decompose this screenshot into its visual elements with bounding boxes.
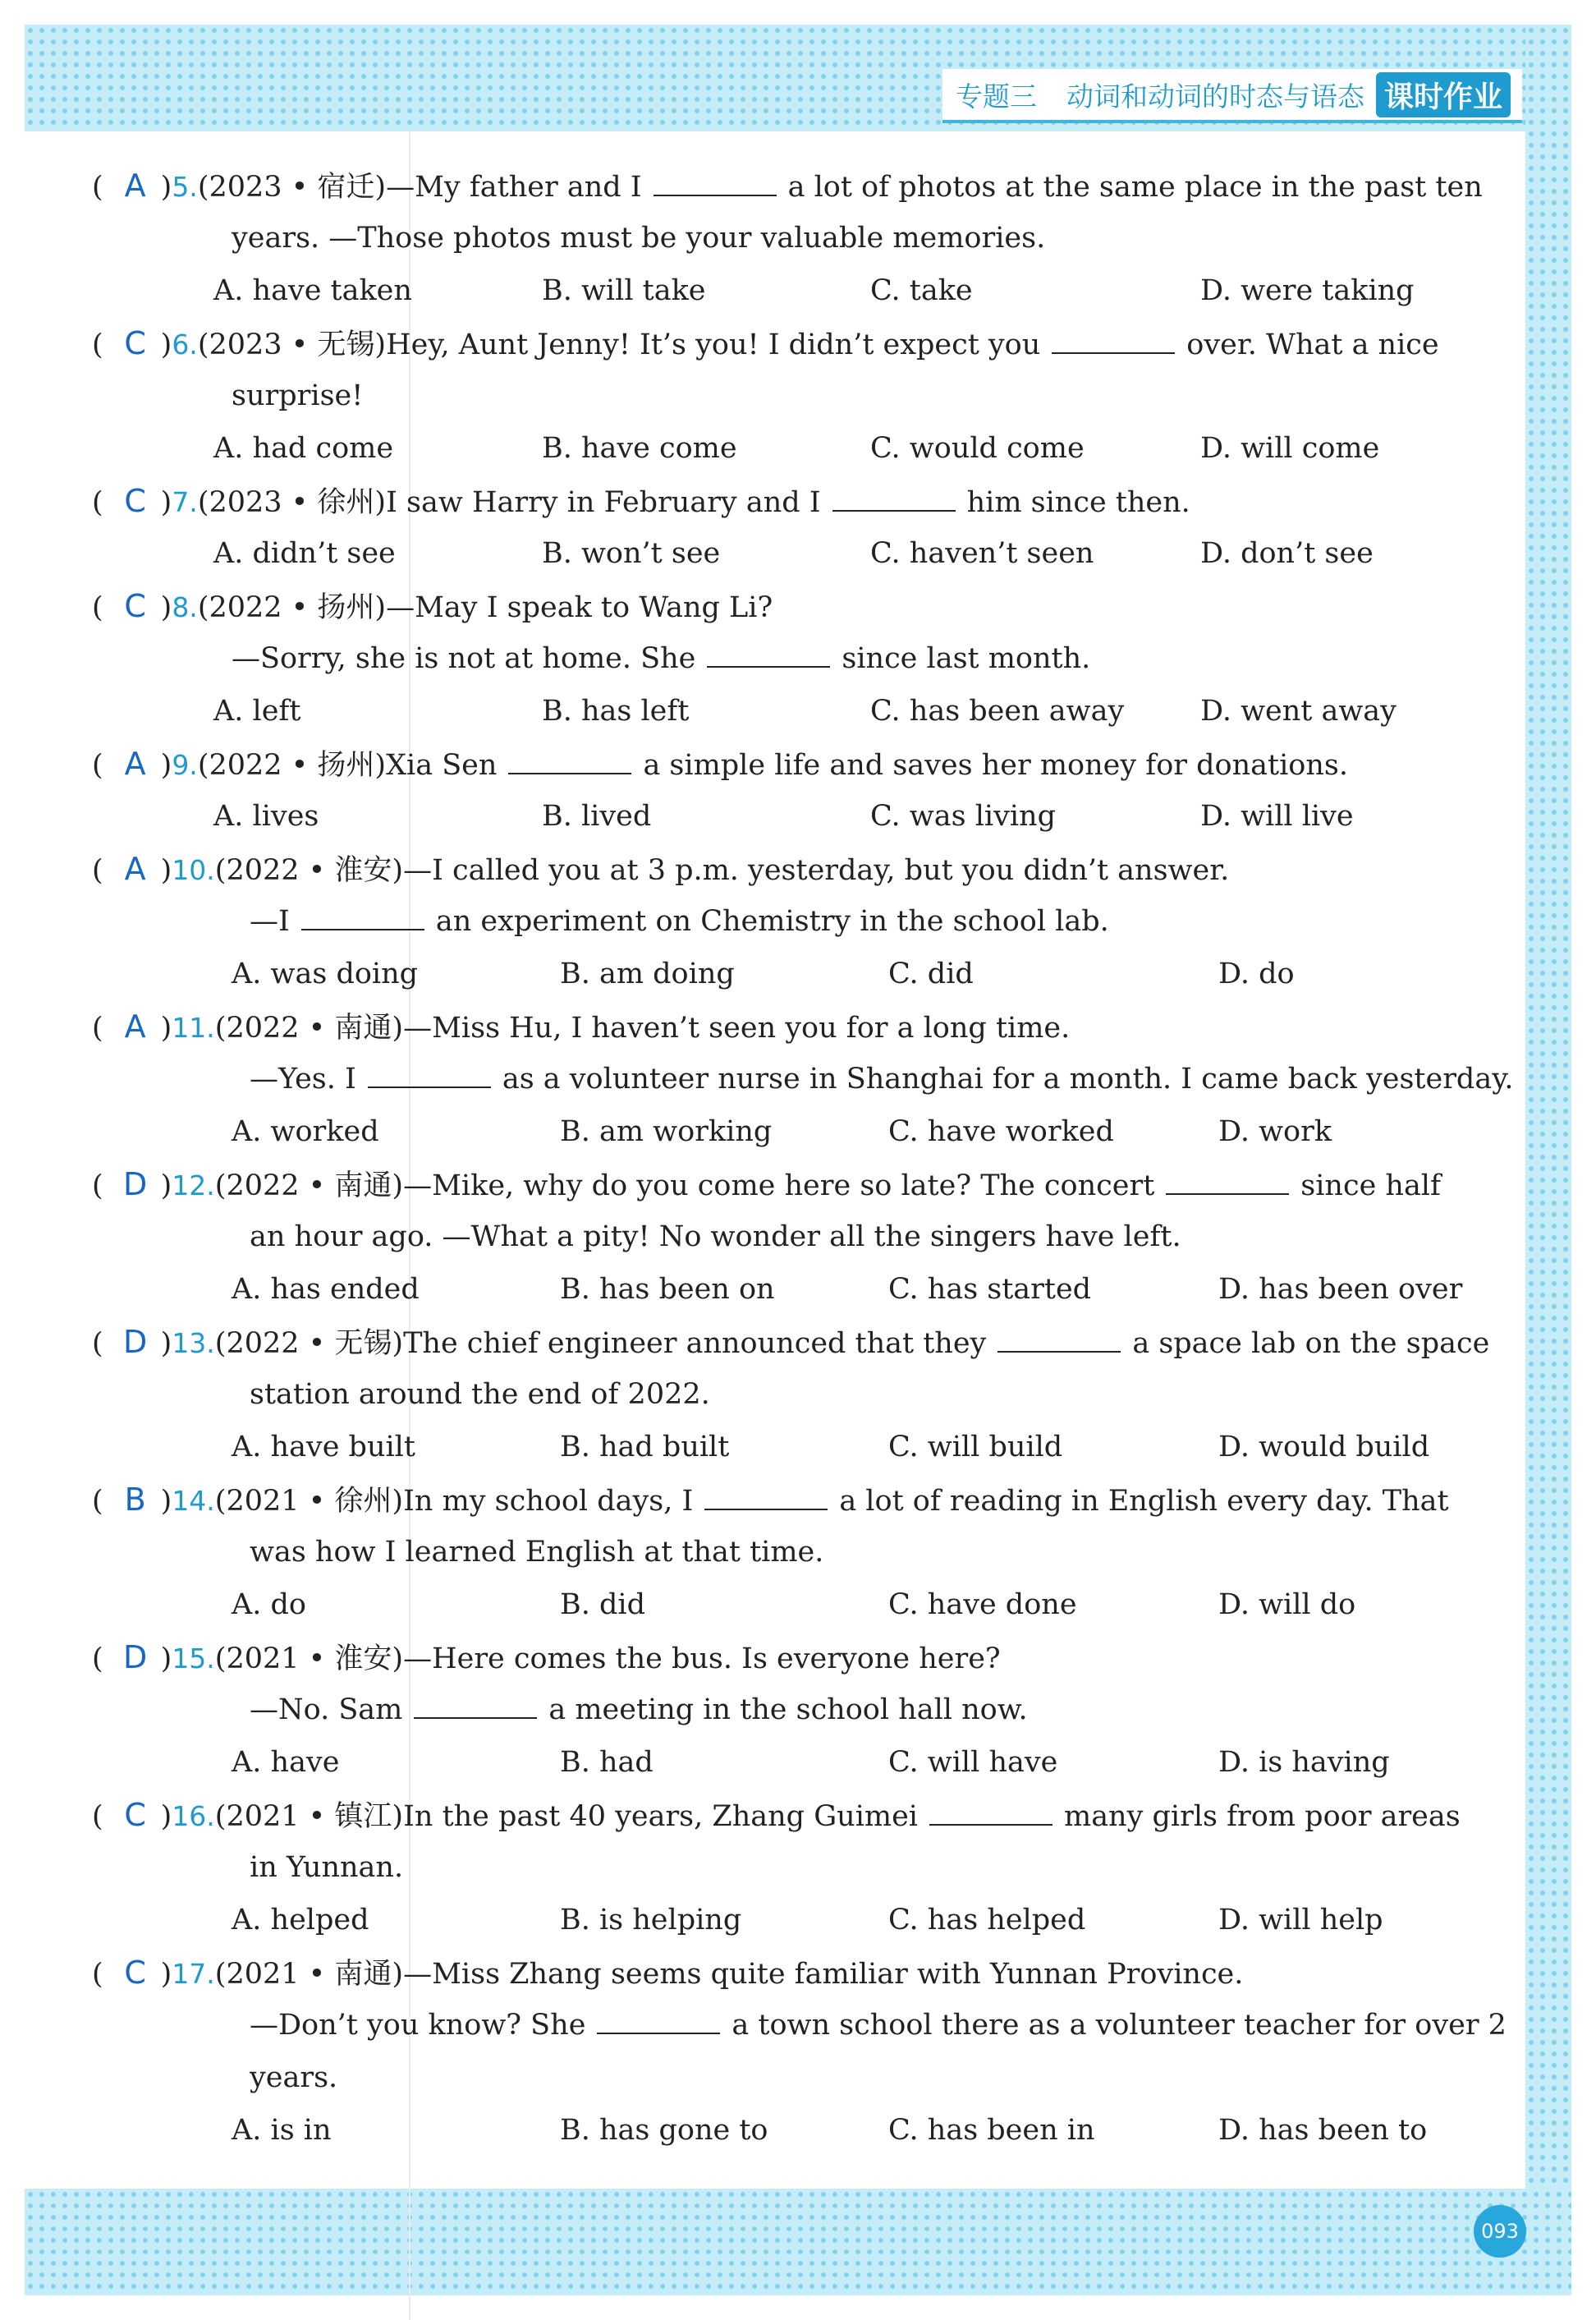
option-a[interactable]: A. is in: [232, 2114, 332, 2147]
option-d[interactable]: D. do: [1218, 958, 1295, 990]
question-text-after: since half: [1300, 1169, 1441, 1202]
option-d[interactable]: D. would build: [1218, 1431, 1430, 1463]
question-item: [92, 1000, 1514, 1158]
right-dot-band: [1525, 25, 1571, 2295]
option-b[interactable]: B. am doing: [560, 958, 735, 990]
option-b[interactable]: B. am working: [560, 1115, 773, 1148]
paren-close: ): [160, 171, 172, 204]
question-source: (2022 • 南通): [214, 1012, 404, 1045]
option-b[interactable]: B. did: [560, 1588, 645, 1621]
option-b[interactable]: B. had: [560, 1746, 654, 1779]
options-row: [92, 422, 1504, 475]
option-b[interactable]: B. lived: [542, 800, 652, 833]
answer-mark: A: [124, 746, 146, 782]
question-number: 13.: [172, 1327, 215, 1359]
paren-open: (: [92, 854, 103, 887]
question-source: (2023 • 无锡): [197, 328, 387, 361]
question-continuation: [92, 370, 1504, 422]
answer-blank[interactable]: [929, 1799, 1053, 1826]
question-line: [92, 1789, 1504, 1841]
option-a[interactable]: A. was doing: [232, 958, 419, 990]
answer-mark: A: [124, 851, 146, 887]
option-a[interactable]: A. worked: [232, 1115, 379, 1148]
question-text: —Miss Zhang seems quite familiar with Yunnan Province.: [403, 1958, 1244, 1991]
continuation-text: in Yunnan.: [250, 1851, 404, 1884]
option-a[interactable]: A. have taken: [213, 274, 412, 307]
question-line: [92, 1158, 1504, 1211]
answer-blank[interactable]: [654, 170, 777, 196]
question-item: [92, 1158, 1504, 1316]
option-c[interactable]: C. take: [870, 274, 973, 307]
question-text: The chief engineer announced that they: [403, 1327, 987, 1360]
question-number: 12.: [172, 1169, 215, 1201]
question-source: (2022 • 无锡): [214, 1327, 404, 1360]
option-b[interactable]: B. won’t see: [542, 537, 721, 570]
question-source: (2021 • 淮安): [214, 1642, 404, 1675]
paren-close: ): [160, 486, 172, 519]
dialogue-text: —Yes. I: [250, 1063, 356, 1096]
answer-mark: D: [123, 1639, 148, 1675]
option-c[interactable]: C. has been away: [870, 695, 1125, 728]
question-line: [92, 475, 1504, 527]
question-item: [92, 580, 1504, 737]
question-text-after: a space lab on the space: [1132, 1327, 1490, 1360]
options-row: [92, 1578, 1504, 1631]
paren-close: ): [160, 1800, 172, 1833]
paren-close: ): [160, 749, 172, 782]
question-text: I saw Harry in February and I: [386, 486, 821, 519]
paren-close: ): [160, 1327, 172, 1360]
question-line: [92, 317, 1504, 370]
option-c[interactable]: C. has helped: [888, 1904, 1086, 1936]
paren-open: (: [92, 1800, 103, 1833]
question-number: 10.: [172, 854, 215, 886]
question-source: (2023 • 宿迁): [197, 171, 387, 204]
options-row: [92, 1736, 1504, 1789]
answer-mark: C: [124, 588, 146, 624]
answer-mark: A: [124, 1008, 146, 1045]
dialogue-text-after: a meeting in the school hall now.: [548, 1693, 1028, 1726]
option-c[interactable]: C. haven’t seen: [870, 537, 1094, 570]
option-d[interactable]: D. were taking: [1200, 274, 1415, 307]
question-item: [92, 737, 1504, 843]
dialogue-text: —No. Sam: [250, 1693, 403, 1726]
answer-mark: C: [124, 325, 146, 361]
answer-blank[interactable]: [1166, 1169, 1289, 1195]
question-number: 11.: [172, 1012, 215, 1044]
paren-close: ): [160, 591, 172, 624]
question-source: (2022 • 扬州): [197, 749, 387, 782]
option-d[interactable]: D. don’t see: [1200, 537, 1374, 570]
question-text: In the past 40 years, Zhang Guimei: [403, 1800, 918, 1833]
paren-open: (: [92, 1169, 103, 1202]
question-line: [92, 843, 1504, 895]
question-item: [92, 475, 1504, 580]
option-b[interactable]: B. has gone to: [560, 2114, 768, 2147]
continuation-text: years.: [250, 2061, 338, 2094]
option-c[interactable]: C. would come: [870, 432, 1085, 465]
option-d[interactable]: D. has been over: [1218, 1273, 1463, 1306]
answer-blank[interactable]: [508, 748, 631, 774]
option-a[interactable]: A. helped: [232, 1904, 369, 1936]
dialogue-line: [92, 1053, 1514, 1105]
dialogue-text-after: since last month.: [842, 642, 1091, 675]
dialogue-text: —Don’t you know? She: [250, 2009, 586, 2042]
question-continuation: [92, 1368, 1504, 1421]
answer-mark: C: [124, 1955, 146, 1991]
question-item: [92, 843, 1504, 1000]
question-item: [92, 159, 1504, 317]
answer-mark: C: [124, 483, 146, 519]
question-list: [92, 159, 1514, 2157]
question-text: —Here comes the bus. Is everyone here?: [403, 1642, 1001, 1675]
option-d[interactable]: D. work: [1218, 1115, 1332, 1148]
option-b[interactable]: B. is helping: [560, 1904, 742, 1936]
question-source: (2021 • 镇江): [214, 1800, 404, 1833]
option-a[interactable]: A. have: [232, 1746, 340, 1779]
answer-blank[interactable]: [414, 1693, 537, 1719]
paren-close: ): [160, 1485, 172, 1518]
dialogue-line: [92, 895, 1504, 948]
continuation-text: was how I learned English at that time.: [250, 1536, 824, 1569]
question-line: [92, 1000, 1504, 1053]
question-text-after: many girls from poor areas: [1064, 1800, 1461, 1833]
option-a[interactable]: A. do: [232, 1588, 307, 1621]
option-c[interactable]: C. has started: [888, 1273, 1092, 1306]
options-row: [92, 685, 1504, 737]
paren-open: (: [92, 591, 103, 624]
question-continuation: [92, 1211, 1504, 1263]
question-item: [92, 317, 1504, 475]
question-line: [92, 580, 1504, 632]
question-text: —May I speak to Wang Li?: [386, 591, 773, 624]
question-text-after: a lot of reading in English every day. That: [839, 1485, 1449, 1518]
option-b[interactable]: B. will take: [542, 274, 706, 307]
question-item: [92, 1316, 1504, 1473]
options-row: [92, 2104, 1504, 2157]
paren-close: ): [160, 1169, 172, 1202]
option-d[interactable]: D. is having: [1218, 1746, 1390, 1779]
option-a[interactable]: A. have built: [232, 1431, 415, 1463]
question-number: 14.: [172, 1485, 215, 1517]
question-line: [92, 737, 1504, 790]
question-line: [92, 1946, 1504, 1999]
option-d[interactable]: D. went away: [1200, 695, 1396, 728]
question-number: 17.: [172, 1958, 215, 1990]
question-number: 5.: [172, 171, 198, 203]
paren-open: (: [92, 1958, 103, 1991]
options-row: [92, 264, 1504, 317]
options-row: [92, 527, 1504, 580]
continuation-text: years. —Those photos must be your valuable memories.: [232, 222, 1046, 255]
question-item: [92, 1631, 1504, 1789]
answer-blank[interactable]: [704, 1484, 828, 1510]
dialogue-text-after: an experiment on Chemistry in the school lab.: [435, 905, 1109, 938]
question-source: (2023 • 徐州): [197, 486, 387, 519]
answer-blank[interactable]: [1052, 328, 1175, 354]
option-c[interactable]: C. did: [888, 958, 974, 990]
options-row: [92, 948, 1504, 1000]
paren-open: (: [92, 171, 103, 204]
option-b[interactable]: B. has left: [542, 695, 690, 728]
paren-open: (: [92, 486, 103, 519]
header-title: 动词和动词的时态与语态: [1066, 80, 1364, 113]
page-header: [942, 69, 1522, 123]
question-line: [92, 1631, 1504, 1684]
answer-mark: C: [124, 1797, 146, 1833]
answer-blank[interactable]: [707, 641, 830, 668]
question-item: [92, 1473, 1504, 1631]
paren-close: ): [160, 1958, 172, 1991]
option-b[interactable]: B. had built: [560, 1431, 730, 1463]
continuation-text: surprise!: [232, 379, 364, 412]
dialogue-line: [92, 632, 1504, 685]
question-text: —Miss Hu, I haven’t seen you for a long time.: [403, 1012, 1071, 1045]
continuation-text: an hour ago. —What a pity! No wonder all the singers have left.: [250, 1220, 1181, 1253]
option-d[interactable]: D. will do: [1218, 1588, 1356, 1621]
question-number: 7.: [172, 486, 198, 518]
question-continuation: [92, 212, 1504, 264]
answer-mark: D: [123, 1166, 148, 1202]
option-d[interactable]: D. will live: [1200, 800, 1354, 833]
answer-mark: D: [123, 1324, 148, 1360]
question-text: —Mike, why do you come here so late? The concert: [403, 1169, 1155, 1202]
option-a[interactable]: A. had come: [213, 432, 394, 465]
option-c[interactable]: C. has been in: [888, 2114, 1095, 2147]
question-source: (2021 • 徐州): [214, 1485, 404, 1518]
question-number: 15.: [172, 1642, 215, 1675]
question-continuation: [92, 2051, 1504, 2104]
header-topic: 专题三: [955, 80, 1037, 113]
option-b[interactable]: B. has been on: [560, 1273, 775, 1306]
options-row: [92, 1263, 1504, 1316]
question-source: (2022 • 南通): [214, 1169, 404, 1202]
question-number: 8.: [172, 591, 198, 623]
paren-open: (: [92, 1642, 103, 1675]
option-c[interactable]: C. will have: [888, 1746, 1058, 1779]
dialogue-text-after: as a volunteer nurse in Shanghai for a month. I came back yesterday.: [502, 1063, 1514, 1096]
question-number: 6.: [172, 328, 198, 361]
options-row: [92, 1105, 1504, 1158]
question-text: Hey, Aunt Jenny! It’s you! I didn’t expect you: [386, 328, 1041, 361]
option-c[interactable]: C. was living: [870, 800, 1056, 833]
question-line: [92, 1473, 1504, 1526]
answer-mark: B: [124, 1482, 146, 1518]
dialogue-text: —I: [250, 905, 290, 938]
question-text-after: over. What a nice: [1186, 328, 1439, 361]
paren-open: (: [92, 1012, 103, 1045]
question-continuation: [92, 1526, 1504, 1578]
paren-open: (: [92, 749, 103, 782]
answer-blank[interactable]: [597, 2008, 720, 2034]
paren-close: ): [160, 854, 172, 887]
question-text-after: a lot of photos at the same place in the past ten: [787, 171, 1483, 204]
question-item: [92, 1789, 1504, 1946]
option-c[interactable]: C. have done: [888, 1588, 1077, 1621]
continuation-text: station around the end of 2022.: [250, 1378, 710, 1411]
paren-close: ): [160, 1642, 172, 1675]
question-text: In my school days, I: [403, 1485, 694, 1518]
question-source: (2021 • 南通): [214, 1958, 404, 1991]
question-number: 16.: [172, 1800, 215, 1832]
question-line: [92, 1316, 1504, 1368]
option-a[interactable]: A. has ended: [232, 1273, 420, 1306]
bottom-dot-band: [25, 2189, 1571, 2295]
question-item: [92, 1946, 1507, 2157]
question-text: Xia Sen: [386, 749, 498, 782]
option-d[interactable]: D. has been to: [1218, 2114, 1428, 2147]
page-number: 093: [1474, 2205, 1526, 2258]
paren-open: (: [92, 1485, 103, 1518]
option-c[interactable]: C. will build: [888, 1431, 1063, 1463]
answer-blank[interactable]: [998, 1326, 1121, 1353]
question-continuation: [92, 1841, 1504, 1894]
option-a[interactable]: A. didn’t see: [213, 537, 396, 570]
option-a[interactable]: A. lives: [213, 800, 319, 833]
paren-close: ): [160, 1012, 172, 1045]
question-text-after: him since then.: [966, 486, 1190, 519]
option-b[interactable]: B. have come: [542, 432, 737, 465]
question-line: [92, 159, 1504, 212]
options-row: [92, 790, 1504, 843]
question-source: (2022 • 扬州): [197, 591, 387, 624]
option-c[interactable]: C. have worked: [888, 1115, 1114, 1148]
dialogue-text: —Sorry, she is not at home. She: [232, 642, 696, 675]
dialogue-line: [92, 1999, 1507, 2051]
question-number: 9.: [172, 749, 198, 781]
dialogue-text-after: a town school there as a volunteer teacher for over 2: [732, 2009, 1507, 2042]
answer-blank[interactable]: [832, 485, 956, 512]
question-source: (2022 • 淮安): [214, 854, 404, 887]
header-logo: 课时作业: [1376, 72, 1511, 117]
paren-close: ): [160, 328, 172, 361]
question-text: —My father and I: [386, 171, 642, 204]
options-row: [92, 1421, 1504, 1473]
question-text: —I called you at 3 p.m. yesterday, but you didn’t answer.: [403, 854, 1230, 887]
answer-blank[interactable]: [368, 1062, 491, 1088]
answer-blank[interactable]: [301, 904, 424, 930]
option-d[interactable]: D. will come: [1200, 432, 1380, 465]
option-d[interactable]: D. will help: [1218, 1904, 1383, 1936]
dialogue-line: [92, 1684, 1504, 1736]
paren-open: (: [92, 1327, 103, 1360]
answer-mark: A: [124, 168, 146, 204]
options-row: [92, 1894, 1504, 1946]
option-a[interactable]: A. left: [213, 695, 301, 728]
paren-open: (: [92, 328, 103, 361]
question-text-after: a simple life and saves her money for donations.: [643, 749, 1348, 782]
